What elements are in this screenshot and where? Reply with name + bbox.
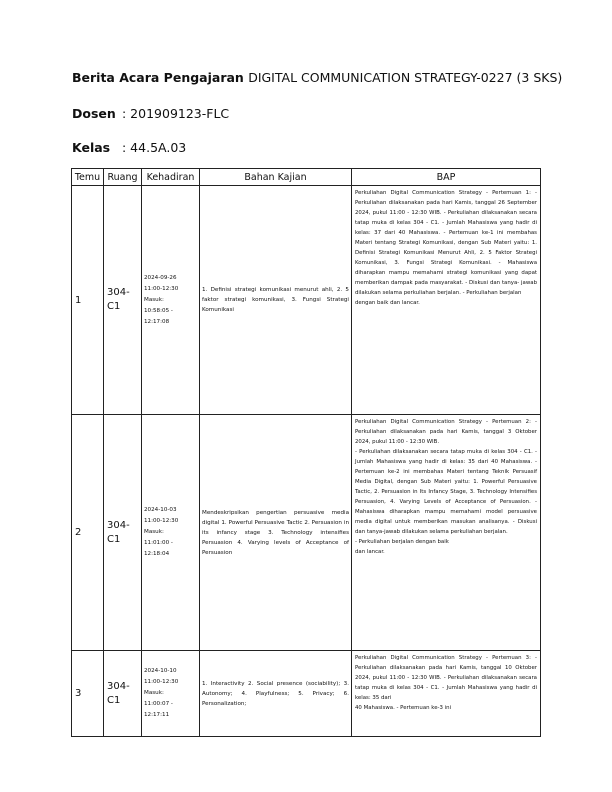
bap-table <box>71 168 541 737</box>
col-header-kehadiran: Kehadiran <box>142 169 200 186</box>
kelas-row <box>72 140 186 155</box>
kehadiran-cell <box>142 186 200 415</box>
kelas-label: Kelas <box>72 140 111 155</box>
col-header-bap: BAP <box>352 169 541 186</box>
table-header-row <box>72 169 541 186</box>
kehadiran-time: 11:00-12:30 <box>144 285 179 292</box>
ruang-cell: 304-C1 <box>104 186 142 415</box>
col-header-temu: Temu <box>72 169 104 186</box>
ruang-cell: 304-C1 <box>104 415 142 651</box>
kehadiran-out: 12:17:11 <box>144 712 170 718</box>
kelas-value: : 44.5A.03 <box>122 140 187 155</box>
kehadiran-in: 11:01:00 - <box>144 540 173 546</box>
title-prefix: Berita Acara Pengajaran <box>72 70 244 85</box>
kehadiran-date: 2024-09-26 <box>144 274 177 281</box>
bap-cell <box>352 415 541 651</box>
bap-text: - Perkuliahan dilaksanakan secara tatap muka di kelas 304 - C1. - Jumlah Mahasiswa yang hadir di kelas: 35 dari 40 Mahasiswa. - Pertemuan ke-2 ini membahas Materi tentang Teknik Persuasif Media Digital, dengan Sub Materi yaitu: 1. Powerful Persuasive Tactic, 2. Persuasion in Its Infancy Stage, 3. Technology Intensifies Persuasion, 4. Varying Levels of Acceptance of Persuasion. - Mahasiswa diharapkan mampu memahami model persuasive media digital untuk memberikan masukan analisanya. - Diskusi dan tanya-jawab dilakukan selama perkuliahan berjalan. <box>355 449 537 535</box>
bahan-kajian-cell: Mendeskripsikan pengertian persuasive media digital 1. Powerful Persuasive Tactic 2. Persuasion in its infancy stage 3. Technology intensifies Persuasion 4. Varying levels of Acceptance of Persuasion <box>200 415 352 651</box>
page-title <box>72 70 562 85</box>
kehadiran-date: 2024-10-10 <box>144 668 177 674</box>
table-row <box>72 415 541 651</box>
kehadiran-in: 11:00:07 - <box>144 701 173 707</box>
kehadiran-in: 10:58:05 - <box>144 307 173 314</box>
bahan-kajian-cell: 1. Definisi strategi komunikasi menurut ahli, 2. 5 faktor strategi komunikasi, 3. Fungsi Strategi Komunikasi <box>200 186 352 415</box>
bap-text: Perkuliahan Digital Communication Strategy - Pertemuan 1: - Perkuliahan dilaksanakan pada hari Kamis, tanggal 26 September 2024, pukul 11:00 - 12:30 WIB. - Perkuliahan dilaksanakan secara tatap muka di kelas 304 - C1. - Jumlah Mahasiswa yang hadir di kelas: 37 dari 40 Mahasiswa. - Pertemuan ke-1 ini membahas Materi tentang Strategi Komunikasi, dengan Sub Materi yaitu: 1. Definisi Strategi Komunikasi Menurut Ahli, 2. 5 Faktor Strategi Komunikasi, 3. Fungsi Strategi Komunikasi. - Mahasiswa diharapkan mampu memahami strategi komunikasi yang dapat memberikan dampak pada masyarakat. - Diskusi dan tanya- jawab dilakukan selama perkuliahan berjalan. - Perkuliahan berjalan <box>355 190 537 296</box>
kehadiran-out: 12:18:04 <box>144 551 170 557</box>
bap-text: 40 Mahasiswa. - Pertemuan ke-3 ini <box>355 705 452 711</box>
kehadiran-masuk: Masuk: <box>144 690 164 696</box>
kehadiran-cell <box>142 415 200 651</box>
kehadiran-time: 11:00-12:30 <box>144 518 179 524</box>
bap-text: dengan baik dan lancar. <box>355 300 420 306</box>
bap-text: dan lancar. <box>355 549 385 555</box>
course-name: DIGITAL COMMUNICATION STRATEGY-0227 (3 SKS) <box>248 70 563 85</box>
kehadiran-cell <box>142 651 200 737</box>
table-row <box>72 186 541 415</box>
dosen-value: : 201909123-FLC <box>122 106 230 121</box>
bap-cell <box>352 186 541 415</box>
dosen-label: Dosen <box>72 106 116 121</box>
ruang-cell: 304-C1 <box>104 651 142 737</box>
kehadiran-time: 11:00-12:30 <box>144 679 179 685</box>
kehadiran-date: 2024-10-03 <box>144 507 177 513</box>
kehadiran-masuk: Masuk: <box>144 529 164 535</box>
bap-text: - Perkuliahan berjalan dengan baik <box>355 539 449 545</box>
bap-text: Perkuliahan Digital Communication Strategy - Pertemuan 2: - Perkuliahan dilaksanakan pada hari Kamis, tanggal 3 Oktober 2024, pukul 11:00 - 12:30 WIB. <box>355 419 537 445</box>
bap-text: Perkuliahan Digital Communication Strategy - Pertemuan 3: - Perkuliahan dilaksanakan pada hari Kamis, tanggal 10 Oktober 2024, pukul 11:00 - 12:30 WIB. - Perkuliahan dilaksanakan secara tatap muka di kelas 304 - C1. - Jumlah Mahasiswa yang hadir di kelas: 35 dari <box>355 655 537 701</box>
bahan-kajian-cell: 1. Interactivity 2. Social presence (sociability); 3. Autonomy; 4. Playfulness; 5. Privacy; 6. Personalization; <box>200 651 352 737</box>
col-header-ruang: Ruang <box>104 169 142 186</box>
bap-cell <box>352 651 541 737</box>
table-row <box>72 651 541 737</box>
dosen-row <box>72 106 229 121</box>
kehadiran-masuk: Masuk: <box>144 296 164 303</box>
temu-cell: 1 <box>72 186 104 415</box>
col-header-bahan-kajian: Bahan Kajian <box>200 169 352 186</box>
temu-cell: 2 <box>72 415 104 651</box>
kehadiran-out: 12:17:08 <box>144 318 170 325</box>
temu-cell: 3 <box>72 651 104 737</box>
